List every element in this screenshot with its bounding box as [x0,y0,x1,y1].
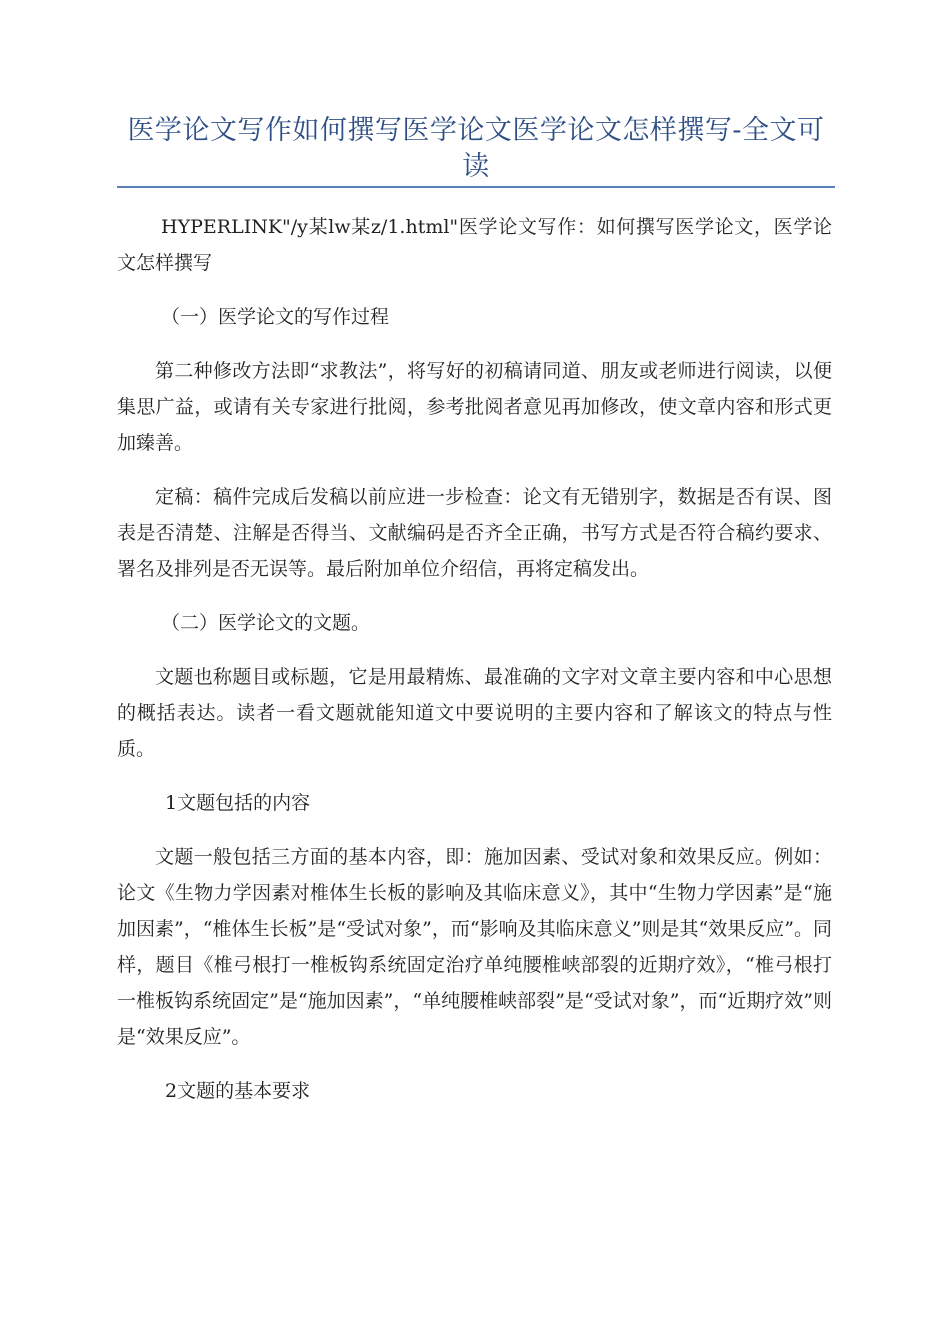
section-heading-title: （二）医学论文的文题。 [161,612,371,634]
subheading-title-requirements: 2文题的基本要求 [165,1080,311,1102]
document-body [117,209,832,1127]
document-title: 医学论文写作如何撰写医学论文医学论文怎样撰写-全文可读 [127,115,825,182]
section-heading-writing-process: （一）医学论文的写作过程 [161,306,390,328]
paragraph-title-content: 文题一般包括三方面的基本内容，即：施加因素、受试对象和效果反应。例如：论文《生物力学因素对椎体生长板的影响及其临床意义》，其中“生物力学因素”是“施加因素”，“椎体生长板”是“受试对象”，而“影响及其临床意义”则是其“效果反应”。同样，题目《椎弓根打一椎板钩系统固定治疗单纯腰椎峡部裂的近期疗效》，“椎弓根打一椎板钩系统固定”是“施加因素”，“单纯腰椎峡部裂”是“受试对象”，而“近期疗效”则是“效果反应”。 [117,846,832,1048]
intro-paragraph: HYPERLINK"/y某lw某z/1.html"医学论文写作：如何撰写医学论文，医学论文怎样撰写 [117,216,832,274]
title-divider [117,186,835,188]
subheading-title-content: 1文题包括的内容 [165,792,311,814]
paragraph-title-definition: 文题也称题目或标题，它是用最精炼、最准确的文字对文章主要内容和中心思想的概括表达。读者一看文题就能知道文中要说明的主要内容和了解该文的特点与性质。 [117,666,832,760]
paragraph-final-draft: 定稿：稿件完成后发稿以前应进一步检查：论文有无错别字，数据是否有误、图表是否清楚、注解是否得当、文献编码是否齐全正确，书写方式是否符合稿约要求、署名及排列是否无误等。最后附加单位介绍信，再将定稿发出。 [117,486,832,580]
paragraph-revision-method: 第二种修改方法即“求教法”，将写好的初稿请同道、朋友或老师进行阅读，以便集思广益，或请有关专家进行批阅，参考批阅者意见再加修改，使文章内容和形式更加臻善。 [117,360,832,454]
